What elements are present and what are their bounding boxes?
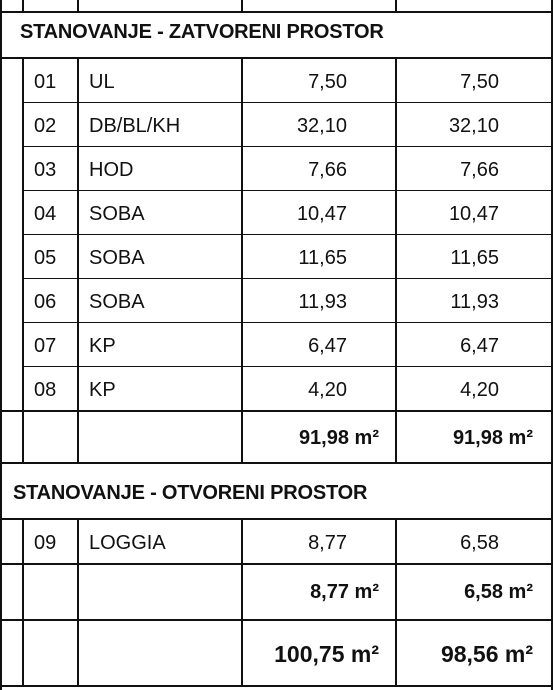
section-title: STANOVANJE - ZATVORENI PROSTOR	[20, 21, 384, 43]
room-name: LOGGIA	[89, 532, 166, 554]
area-value: 6,47	[308, 335, 347, 357]
row-number: 06	[34, 291, 57, 313]
room-name: DB/BL/KH	[89, 115, 181, 137]
area-value: 7,50	[460, 71, 499, 93]
subtotal-value: 91,98 m²	[452, 427, 533, 449]
room-name: KP	[89, 335, 116, 357]
column-divider	[77, 518, 79, 687]
area-value: 11,65	[298, 247, 347, 269]
row-divider	[0, 518, 553, 520]
row-divider	[22, 102, 553, 103]
room-name: SOBA	[89, 291, 145, 313]
row-divider	[0, 57, 553, 59]
row-number: 02	[34, 115, 57, 137]
row-number: 08	[34, 379, 57, 401]
table-border-left	[0, 0, 2, 690]
area-value: 32,10	[296, 115, 347, 137]
room-name: KP	[89, 379, 116, 401]
column-divider	[22, 518, 24, 687]
row-number: 09	[34, 532, 57, 554]
total-value: 98,56 m²	[440, 641, 533, 667]
total-value: 100,75 m²	[274, 641, 379, 667]
column-divider	[77, 57, 79, 464]
area-value: 11,93	[450, 291, 499, 313]
area-value: 32,10	[448, 115, 499, 137]
area-value: 7,66	[308, 159, 347, 181]
row-divider	[0, 462, 553, 464]
area-value: 4,20	[460, 379, 499, 401]
row-divider	[0, 685, 553, 687]
column-divider	[395, 57, 397, 464]
subtotal-value: 6,58 m²	[464, 581, 533, 603]
row-number: 05	[34, 247, 57, 269]
area-value: 7,66	[460, 159, 499, 181]
area-value: 7,50	[308, 71, 347, 93]
row-divider	[0, 11, 553, 13]
row-divider	[22, 234, 553, 235]
room-name: UL	[89, 71, 115, 93]
row-number: 07	[34, 335, 57, 357]
area-value: 8,77	[308, 532, 347, 554]
column-divider	[241, 57, 243, 464]
row-number: 03	[34, 159, 57, 181]
area-value: 11,93	[298, 291, 347, 313]
area-value: 6,47	[460, 335, 499, 357]
subtotal-value: 8,77 m²	[310, 581, 379, 603]
row-divider	[0, 410, 553, 412]
area-value: 11,65	[450, 247, 499, 269]
column-divider	[22, 57, 24, 464]
row-divider	[0, 563, 553, 565]
row-number: 04	[34, 203, 57, 225]
subtotal-value: 91,98 m²	[298, 427, 379, 449]
row-divider	[22, 278, 553, 279]
area-value: 6,58	[460, 532, 499, 554]
column-divider	[395, 518, 397, 687]
area-value: 10,47	[448, 203, 499, 225]
row-divider	[22, 322, 553, 323]
room-name: HOD	[89, 159, 134, 181]
row-divider	[22, 366, 553, 367]
area-value: 10,47	[296, 203, 347, 225]
room-name: SOBA	[89, 203, 145, 225]
row-divider	[0, 619, 553, 621]
column-divider	[241, 518, 243, 687]
row-divider	[22, 146, 553, 147]
room-name: SOBA	[89, 247, 145, 269]
area-value: 4,20	[308, 379, 347, 401]
row-divider	[22, 190, 553, 191]
row-number: 01	[34, 71, 57, 93]
section-title: STANOVANJE - OTVORENI PROSTOR	[13, 482, 368, 504]
